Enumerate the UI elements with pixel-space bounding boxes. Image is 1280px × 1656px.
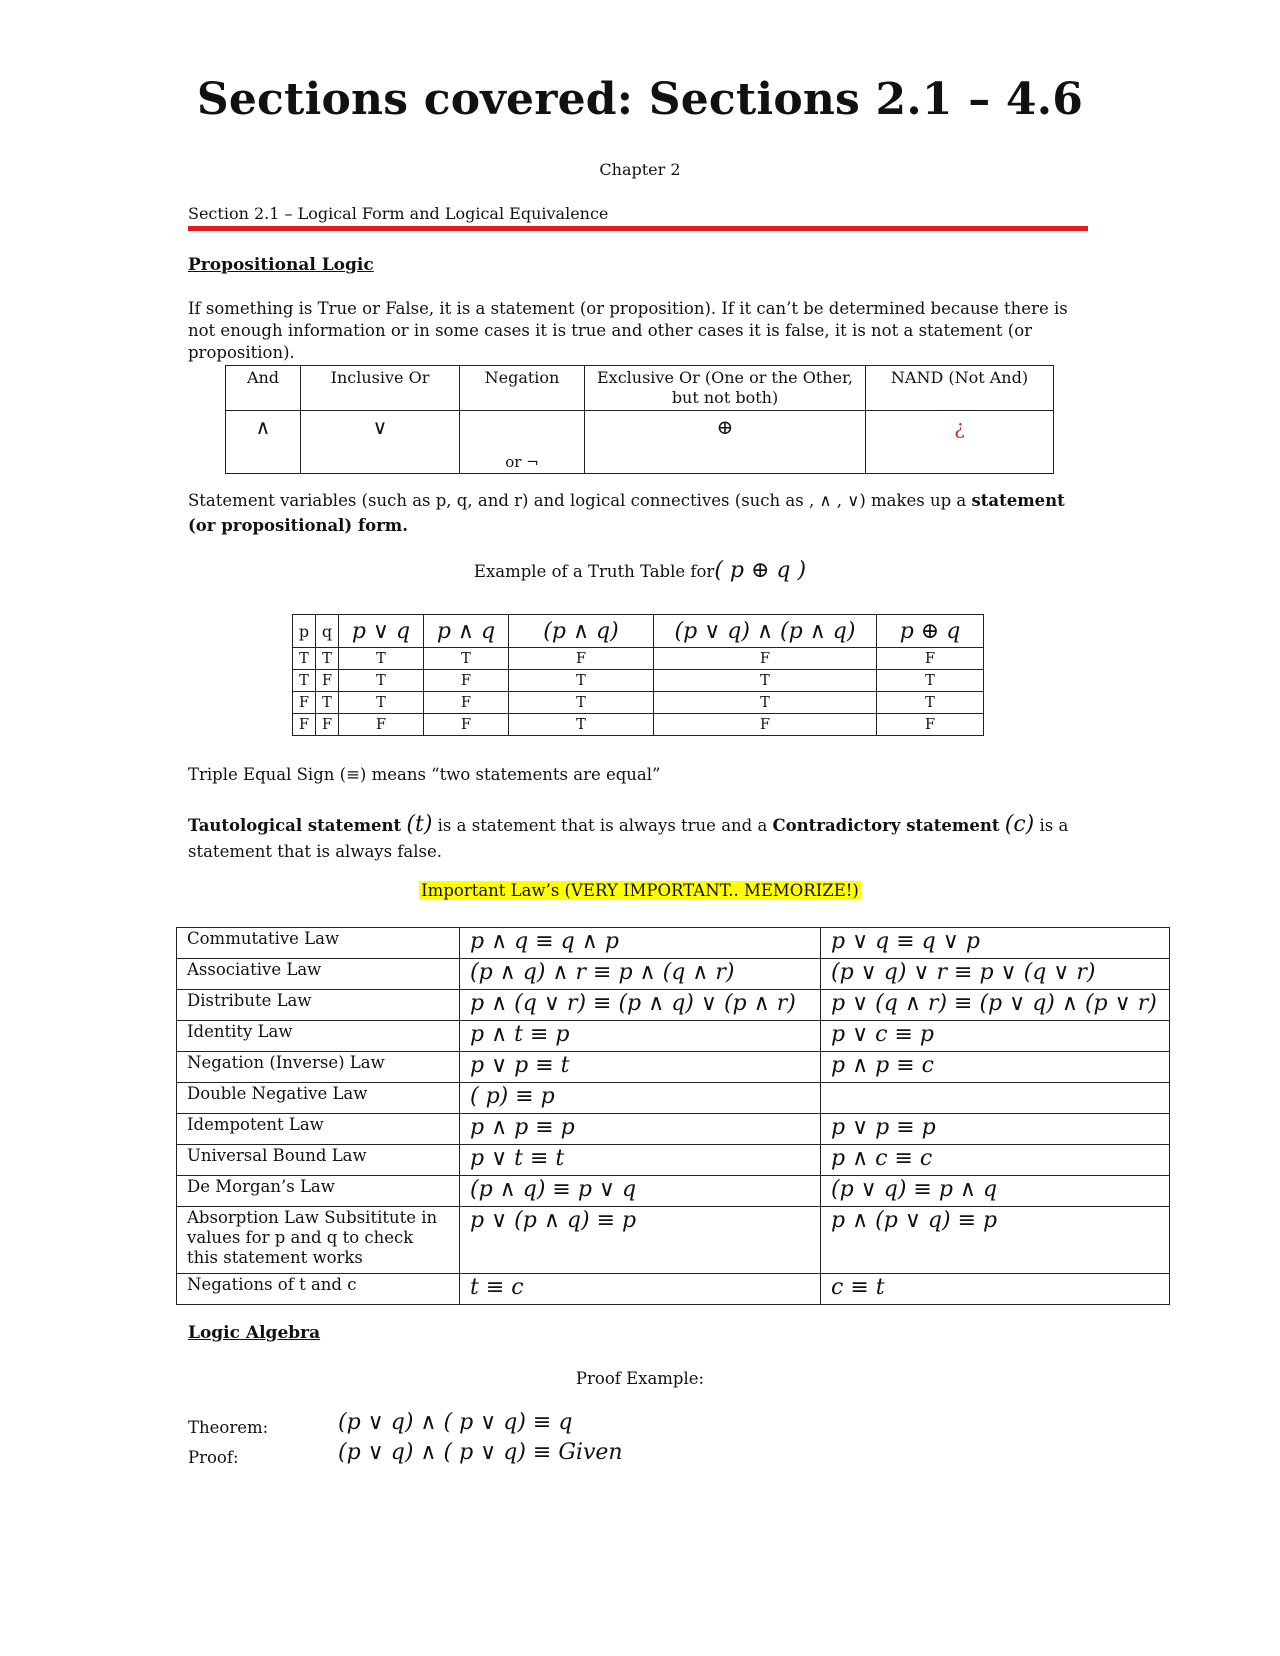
law-row	[177, 1176, 1170, 1207]
tautology-mid: is a statement that is always true and a	[432, 816, 773, 835]
proof-example-title: Proof Example:	[575, 1369, 705, 1388]
truth-cell: T	[509, 692, 654, 714]
truth-row	[293, 670, 984, 692]
truth-cell: F	[654, 714, 877, 736]
law-expr-a: t ≡ c	[460, 1274, 821, 1305]
and-symbol: ∧	[226, 411, 301, 474]
truth-cell: F	[654, 648, 877, 670]
law-row	[177, 990, 1170, 1021]
proof-expression: (p ∨ q) ∧ ( p ∨ q) ≡ Given	[338, 1440, 623, 1465]
section-heading: Section 2.1 – Logical Form and Logical Equivalence	[188, 204, 609, 223]
law-name: De Morgan’s Law	[177, 1176, 460, 1207]
header-exclusive-or: Exclusive Or (One or the Other, but not both)	[585, 366, 866, 411]
negation-note: or ¬	[505, 453, 539, 471]
law-expr-a: ( p) ≡ p	[460, 1083, 821, 1114]
theorem-expression: (p ∨ q) ∧ ( p ∨ q) ≡ q	[338, 1410, 573, 1435]
laws-table	[176, 927, 1170, 1305]
truth-table-header	[293, 615, 984, 648]
col-p-xor-q: p ⊕ q	[877, 615, 984, 648]
page-title: Sections covered: Sections 2.1 – 4.6	[196, 74, 1084, 125]
truth-cell: F	[293, 714, 316, 736]
law-expr-b: c ≡ t	[821, 1274, 1170, 1305]
truth-cell: T	[654, 692, 877, 714]
truth-cell: T	[509, 670, 654, 692]
law-expr-a: p ∧ t ≡ p	[460, 1021, 821, 1052]
law-row	[177, 1052, 1170, 1083]
truth-cell: F	[509, 648, 654, 670]
truth-table-caption-text: Example of a Truth Table for	[473, 562, 715, 581]
statement-form-paragraph	[188, 488, 1088, 538]
law-expr-a: p ∧ (q ∨ r) ≡ (p ∧ q) ∨ (p ∧ r)	[460, 990, 821, 1021]
tautology-paragraph	[188, 812, 1088, 865]
col-not-p-and-q: (p ∧ q)	[509, 615, 654, 648]
truth-cell: T	[509, 714, 654, 736]
statement-form-bold: statement (or propositional) form.	[188, 491, 1065, 535]
truth-cell: F	[424, 692, 509, 714]
truth-cell: F	[293, 692, 316, 714]
truth-cell: F	[877, 714, 984, 736]
header-nand: NAND (Not And)	[866, 366, 1054, 411]
laws-banner-wrap	[0, 881, 1280, 900]
law-expr-a: (p ∧ q) ≡ p ∨ q	[460, 1176, 821, 1207]
law-expr-b: p ∧ p ≡ c	[821, 1052, 1170, 1083]
truth-cell: F	[424, 670, 509, 692]
truth-cell: T	[877, 692, 984, 714]
law-name: Absorption Law Subsititute in values for p and q to check this statement works	[177, 1207, 460, 1274]
truth-cell: F	[316, 670, 339, 692]
law-expr-a: p ∧ q ≡ q ∧ p	[460, 928, 821, 959]
law-name: Double Negative Law	[177, 1083, 460, 1114]
law-row	[177, 1207, 1170, 1274]
truth-cell: F	[877, 648, 984, 670]
law-expr-b: p ∧ (p ∨ q) ≡ p	[821, 1207, 1170, 1274]
law-row	[177, 959, 1170, 990]
contradiction-symbol: (c)	[1004, 812, 1035, 837]
law-expr-b: p ∧ c ≡ c	[821, 1145, 1170, 1176]
law-name: Identity Law	[177, 1021, 460, 1052]
col-combined: (p ∨ q) ∧ (p ∧ q)	[654, 615, 877, 648]
statement-form-text: Statement variables (such as p, q, and r) and logical connectives (such as , ∧ , ∨) makes up a	[188, 491, 972, 510]
xor-symbol: ⊕	[585, 411, 866, 474]
law-name: Idempotent Law	[177, 1114, 460, 1145]
law-name: Commutative Law	[177, 928, 460, 959]
logic-algebra-heading: Logic Algebra	[188, 1323, 321, 1343]
law-expr-b	[821, 1083, 1170, 1114]
law-expr-a: p ∧ p ≡ p	[460, 1114, 821, 1145]
law-row	[177, 1145, 1170, 1176]
header-negation: Negation	[460, 366, 585, 411]
truth-cell: T	[293, 648, 316, 670]
law-row	[177, 1083, 1170, 1114]
law-expr-a: (p ∧ q) ∧ r ≡ p ∧ (q ∧ r)	[460, 959, 821, 990]
law-name: Negations of t and c	[177, 1274, 460, 1305]
tautology-bold: Tautological statement	[188, 816, 402, 835]
truth-row	[293, 714, 984, 736]
negation-cell	[460, 411, 585, 474]
truth-row	[293, 648, 984, 670]
law-expr-b: p ∨ p ≡ p	[821, 1114, 1170, 1145]
truth-cell: T	[293, 670, 316, 692]
truth-cell: F	[316, 714, 339, 736]
red-divider	[188, 226, 1088, 231]
connectives-symbol-row	[226, 411, 1054, 474]
law-expr-a: p ∨ p ≡ t	[460, 1052, 821, 1083]
law-expr-a: p ∨ (p ∧ q) ≡ p	[460, 1207, 821, 1274]
contradiction-bold: Contradictory statement	[772, 816, 1000, 835]
law-name: Distribute Law	[177, 990, 460, 1021]
laws-banner: Important Law’s (VERY IMPORTANT.. MEMORIZE!)	[421, 881, 859, 900]
truth-row	[293, 692, 984, 714]
truth-cell: T	[877, 670, 984, 692]
connectives-header-row	[226, 366, 1054, 411]
law-row	[177, 1114, 1170, 1145]
propositional-paragraph: If something is True or False, it is a statement (or proposition). If it can’t be determined because there is not enough information or in some cases it is true and other cases it is false, it is not a statement (or proposition).	[188, 299, 1068, 362]
truth-cell: T	[339, 670, 424, 692]
col-p-or-q: p ∨ q	[339, 615, 424, 648]
law-row	[177, 1021, 1170, 1052]
truth-cell: T	[424, 648, 509, 670]
tautology-symbol: (t)	[406, 812, 433, 837]
truth-table	[292, 614, 984, 736]
theorem-label: Theorem:	[188, 1418, 269, 1437]
law-row	[177, 928, 1170, 959]
law-name: Negation (Inverse) Law	[177, 1052, 460, 1083]
law-expr-a: p ∨ t ≡ t	[460, 1145, 821, 1176]
triple-equal-text: Triple Equal Sign (≡) means “two statements are equal”	[188, 765, 661, 784]
truth-cell: T	[316, 648, 339, 670]
header-and: And	[226, 366, 301, 411]
truth-cell: F	[339, 714, 424, 736]
truth-cell: T	[654, 670, 877, 692]
truth-cell: F	[424, 714, 509, 736]
law-expr-b: p ∨ c ≡ p	[821, 1021, 1170, 1052]
law-expr-b: (p ∨ q) ≡ p ∧ q	[821, 1176, 1170, 1207]
tautology-end: is a statement that is always false.	[188, 816, 1069, 861]
proof-label: Proof:	[188, 1448, 239, 1467]
law-name: Universal Bound Law	[177, 1145, 460, 1176]
truth-table-caption-math: ( p ⊕ q )	[714, 558, 807, 583]
propositional-logic-heading: Propositional Logic	[188, 255, 374, 275]
law-expr-b: (p ∨ q) ∨ r ≡ p ∨ (q ∨ r)	[821, 959, 1170, 990]
or-symbol: ∨	[301, 411, 460, 474]
truth-table-caption	[0, 558, 1280, 583]
col-q: q	[316, 615, 339, 648]
nand-symbol: ¿	[866, 411, 1054, 474]
truth-cell: T	[339, 692, 424, 714]
truth-cell: T	[316, 692, 339, 714]
law-expr-b: p ∨ q ≡ q ∨ p	[821, 928, 1170, 959]
connectives-table	[225, 365, 1054, 474]
header-inclusive-or: Inclusive Or	[301, 366, 460, 411]
law-name: Associative Law	[177, 959, 460, 990]
chapter-label: Chapter 2	[599, 160, 681, 179]
col-p: p	[293, 615, 316, 648]
truth-cell: T	[339, 648, 424, 670]
law-expr-b: p ∨ (q ∧ r) ≡ (p ∨ q) ∧ (p ∨ r)	[821, 990, 1170, 1021]
law-row	[177, 1274, 1170, 1305]
col-p-and-q: p ∧ q	[424, 615, 509, 648]
